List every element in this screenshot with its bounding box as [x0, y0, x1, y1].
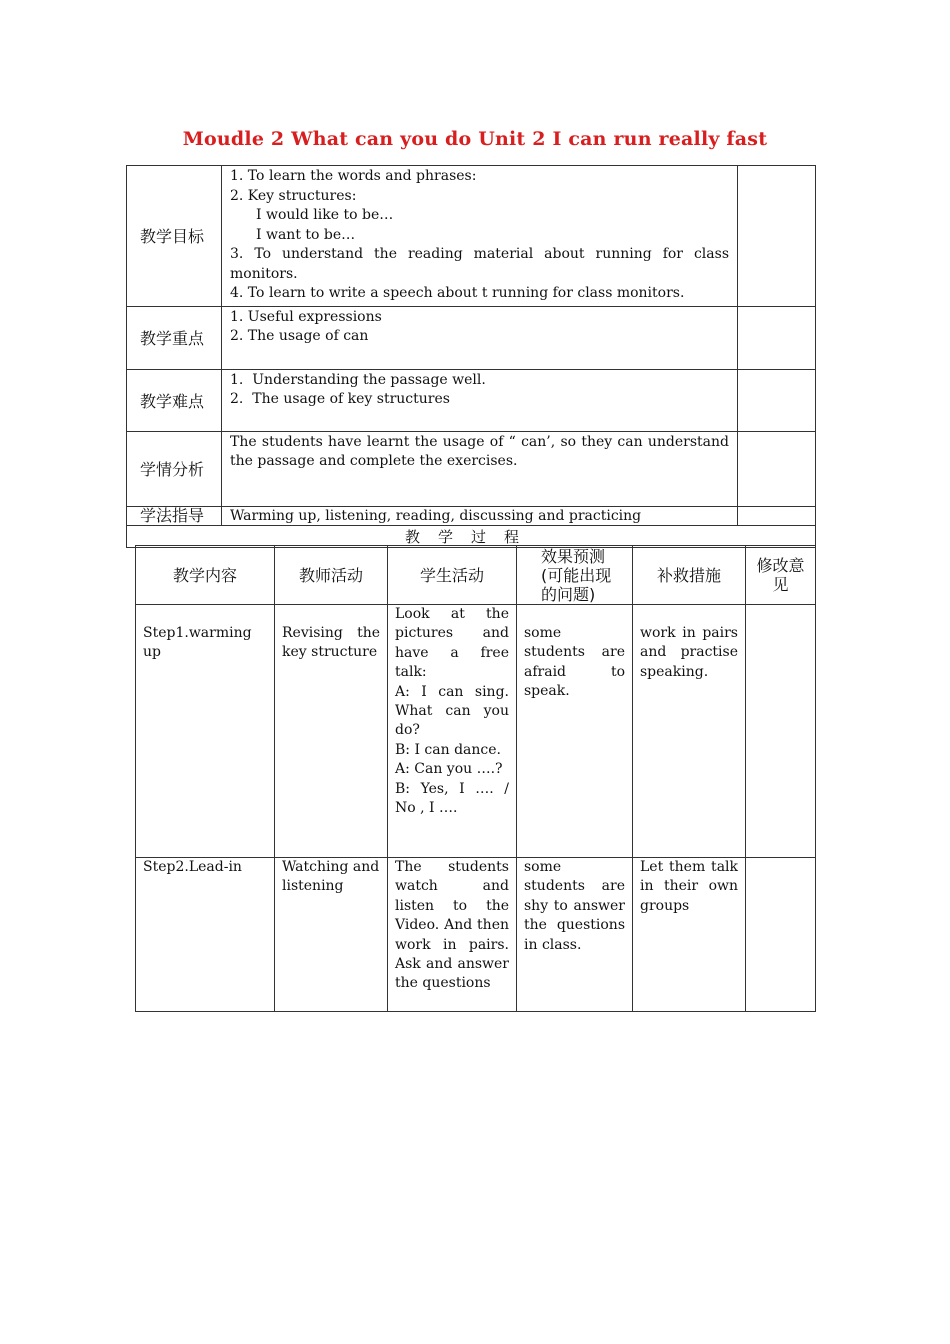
difficulties-label: 教学难点 — [127, 369, 222, 431]
lesson-plan-table — [126, 165, 816, 548]
difficulties-row — [127, 369, 816, 431]
student-line: Look at the pictures and have a free talk: — [395, 606, 509, 681]
analysis-label: 学情分析 — [127, 431, 222, 506]
objective-item: 3. To understand the reading material about running for class monitors. — [230, 246, 734, 282]
table-row — [136, 605, 816, 858]
difficulties-notes — [738, 369, 816, 431]
student-line: A: I can sing. What can you do? — [395, 683, 509, 739]
table-row — [136, 858, 816, 1012]
difficulties-cell — [222, 369, 738, 431]
column-header: 教学内容 — [136, 546, 275, 605]
objective-item: I would like to be… — [256, 207, 394, 223]
key-points-row — [127, 306, 816, 369]
key-points-cell — [222, 306, 738, 369]
method-row — [127, 506, 816, 525]
prediction: some students are afraid to speak. — [517, 605, 633, 858]
objectives-cell — [222, 166, 738, 307]
objective-item: 1. To learn the words and phrases: — [230, 168, 477, 184]
key-points-label: 教学重点 — [127, 306, 222, 369]
objective-item: 4. To learn to write a speech about t running for class monitors. — [230, 285, 685, 301]
process-heading-row — [127, 525, 816, 547]
key-point-item: 1. Useful expressions — [230, 308, 382, 325]
key-point-item: 2. The usage of can — [230, 328, 369, 344]
column-header: 效果预测(可能出现的问题) — [517, 546, 633, 605]
prediction: some students are shy to answer the questions in class. — [517, 858, 633, 1012]
analysis-cell: The students have learnt the usage of “ can’, so they can understand the passage and complete the exercises. — [222, 431, 738, 506]
objective-item: I want to be… — [256, 226, 356, 243]
objectives-label: 教学目标 — [127, 166, 222, 307]
step-content: Step2.Lead-in — [136, 858, 275, 1012]
step-content: Step1.warming up — [136, 605, 275, 858]
student-activity — [388, 858, 517, 1012]
difficulty-item: 1. Understanding the passage well. — [230, 371, 486, 388]
analysis-row — [127, 431, 816, 506]
remedy: work in pairs and practise speaking. — [633, 605, 746, 858]
teacher-activity: Watching and listening — [275, 858, 388, 1012]
student-line: The students watch and listen to the Video. And then work in pairs. Ask and answer the questions — [395, 859, 509, 992]
key-points-notes — [738, 306, 816, 369]
process-table — [135, 545, 816, 1012]
difficulty-item: 2. The usage of key structures — [230, 391, 450, 407]
column-header: 补救措施 — [633, 546, 746, 605]
column-header: 学生活动 — [388, 546, 517, 605]
method-label: 学法指导 — [127, 506, 222, 525]
revision — [746, 605, 816, 858]
column-header: 修改意见 — [746, 546, 816, 605]
analysis-notes — [738, 431, 816, 506]
student-line: B: I can dance. — [395, 741, 501, 758]
remedy: Let them talk in their own groups — [633, 858, 746, 1012]
revision — [746, 858, 816, 1012]
teacher-activity: Revising the key structure — [275, 605, 388, 858]
process-header-row — [136, 546, 816, 605]
student-line: A: Can you ….? — [395, 761, 503, 778]
method-notes — [738, 506, 816, 525]
student-activity — [388, 605, 517, 858]
objective-item: 2. Key structures: — [230, 187, 357, 204]
objectives-notes — [738, 166, 816, 307]
column-header: 教师活动 — [275, 546, 388, 605]
student-line: B: Yes, I …. / No , I …. — [395, 780, 509, 817]
document-title: Moudle 2 What can you do Unit 2 I can run really fast — [182, 128, 768, 150]
method-cell: Warming up, listening, reading, discussing and practicing — [222, 506, 738, 525]
objectives-row — [127, 166, 816, 307]
process-heading: 教学过程 — [127, 525, 816, 547]
